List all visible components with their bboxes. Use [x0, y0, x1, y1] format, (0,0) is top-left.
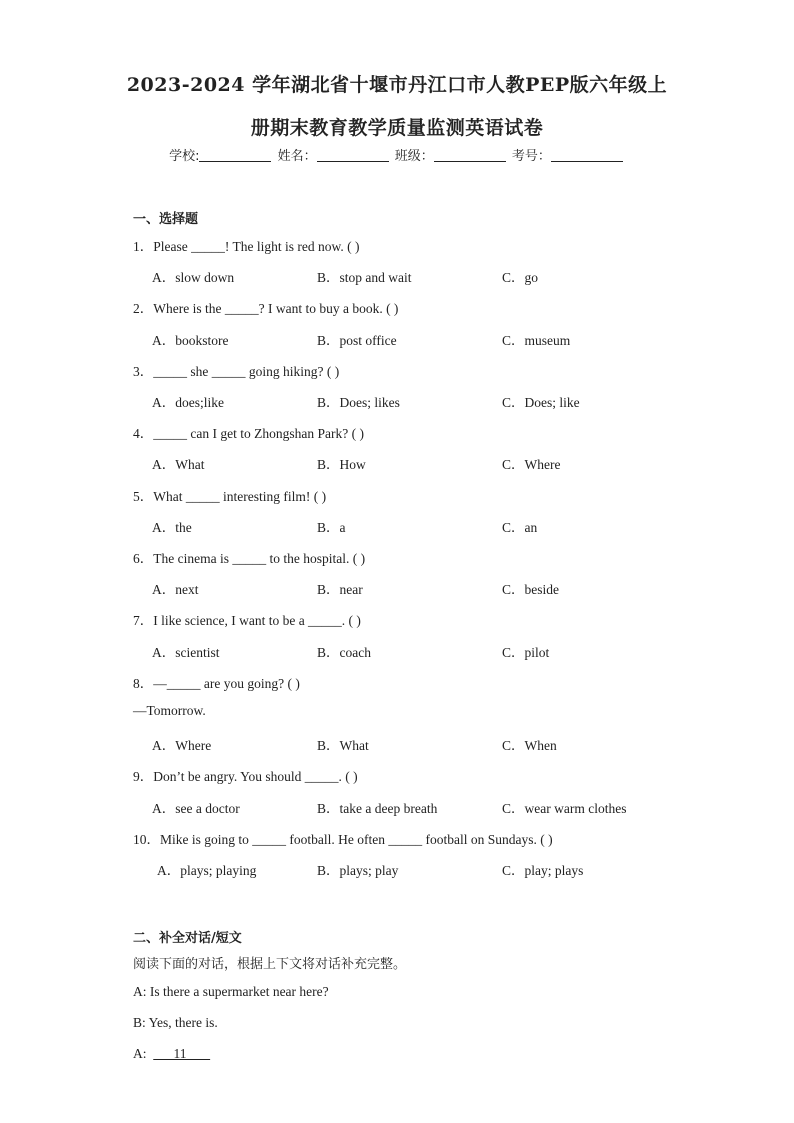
question-5-option-a[interactable]: A．the — [152, 520, 192, 535]
question-4-option-a[interactable]: A．What — [152, 457, 205, 472]
question-8-answer-line: —Tomorrow. — [133, 703, 206, 718]
question-7-option-a[interactable]: A．scientist — [152, 645, 220, 660]
dialog-line-3 — [133, 1046, 210, 1062]
answer-blank-11[interactable] — [153, 1046, 210, 1061]
question-3-option-b[interactable]: B．Does; likes — [317, 395, 400, 410]
question-7-option-c[interactable]: C．pilot — [502, 645, 550, 660]
student-info-line — [0, 145, 794, 164]
question-3-option-c[interactable]: C．Does; like — [502, 395, 580, 410]
school-field[interactable] — [199, 148, 271, 162]
section-2-instruction: 阅读下面的对话，根据上下文将对话补充完整。 — [133, 957, 407, 972]
question-2-option-b[interactable]: B．post office — [317, 333, 397, 348]
question-9-stem: 9．Don’t be angry. You should _____. ( ) — [133, 769, 358, 784]
question-10-option-c[interactable]: C．play; plays — [502, 863, 584, 878]
question-5-stem: 5．What _____ interesting film! ( ) — [133, 489, 327, 504]
blank-number: 11 — [173, 1046, 187, 1061]
question-3-option-a[interactable]: A．does;like — [152, 395, 224, 410]
dialog-speaker-a: A: — [133, 1046, 154, 1061]
title-line-1: 2023-2024 学年湖北省十堰市丹江口市人教PEP版六年级上 — [126, 74, 668, 96]
question-9-option-c[interactable]: C．wear warm clothes — [502, 801, 627, 816]
question-6-stem: 6．The cinema is _____ to the hospital. ( ) — [133, 551, 366, 566]
dialog-line-1: A: Is there a supermarket near here? — [133, 984, 329, 999]
section-2-heading: 二、补全对话/短文 — [133, 931, 242, 946]
section-1-heading: 一、选择题 — [133, 212, 199, 227]
question-8-option-b[interactable]: B．What — [317, 738, 369, 753]
question-6-option-c[interactable]: C．beside — [502, 582, 559, 597]
number-field[interactable] — [551, 148, 623, 162]
class-label: 班级： — [394, 149, 434, 164]
question-2-option-a[interactable]: A．bookstore — [152, 333, 229, 348]
question-10-option-b[interactable]: B．plays; play — [317, 863, 399, 878]
question-9-option-b[interactable]: B．take a deep breath — [317, 801, 438, 816]
number-label: 考号： — [511, 149, 551, 164]
dialog-line-2: B: Yes, there is. — [133, 1015, 218, 1030]
question-5-option-b[interactable]: B．a — [317, 520, 346, 535]
question-5-option-c[interactable]: C．an — [502, 520, 538, 535]
name-field[interactable] — [317, 148, 389, 162]
question-7-stem: 7．I like science, I want to be a _____. ( ) — [133, 613, 361, 628]
question-6-option-a[interactable]: A．next — [152, 582, 199, 597]
question-1-option-a[interactable]: A．slow down — [152, 270, 235, 285]
question-1-option-c[interactable]: C．go — [502, 270, 539, 285]
question-4-option-c[interactable]: C．Where — [502, 457, 561, 472]
question-4-stem: 4．_____ can I get to Zhongshan Park? ( ) — [133, 426, 364, 441]
question-8-option-c[interactable]: C．When — [502, 738, 557, 753]
question-1-stem: 1．Please _____! The light is red now. ( ) — [133, 239, 360, 254]
name-label: 姓名： — [277, 149, 317, 164]
class-field[interactable] — [434, 148, 506, 162]
question-6-option-b[interactable]: B．near — [317, 582, 363, 597]
question-7-option-b[interactable]: B．coach — [317, 645, 371, 660]
question-2-stem: 2．Where is the _____? I want to buy a book. ( ) — [133, 301, 399, 316]
question-8-option-a[interactable]: A．Where — [152, 738, 212, 753]
question-1-option-b[interactable]: B．stop and wait — [317, 270, 412, 285]
title-line-2: 册期末教育教学质量监测英语试卷 — [250, 117, 544, 139]
question-2-option-c[interactable]: C．museum — [502, 333, 571, 348]
question-8-stem: 8．—_____ are you going? ( ) — [133, 676, 300, 691]
question-3-stem: 3．_____ she _____ going hiking? ( ) — [133, 364, 340, 379]
question-9-option-a[interactable]: A．see a doctor — [152, 801, 240, 816]
question-4-option-b[interactable]: B．How — [317, 457, 366, 472]
school-label: 学校: — [169, 149, 200, 164]
question-10-stem: 10．Mike is going to _____ football. He often _____ football on Sundays. ( ) — [133, 832, 553, 847]
question-10-option-a[interactable]: A．plays; playing — [157, 863, 257, 878]
